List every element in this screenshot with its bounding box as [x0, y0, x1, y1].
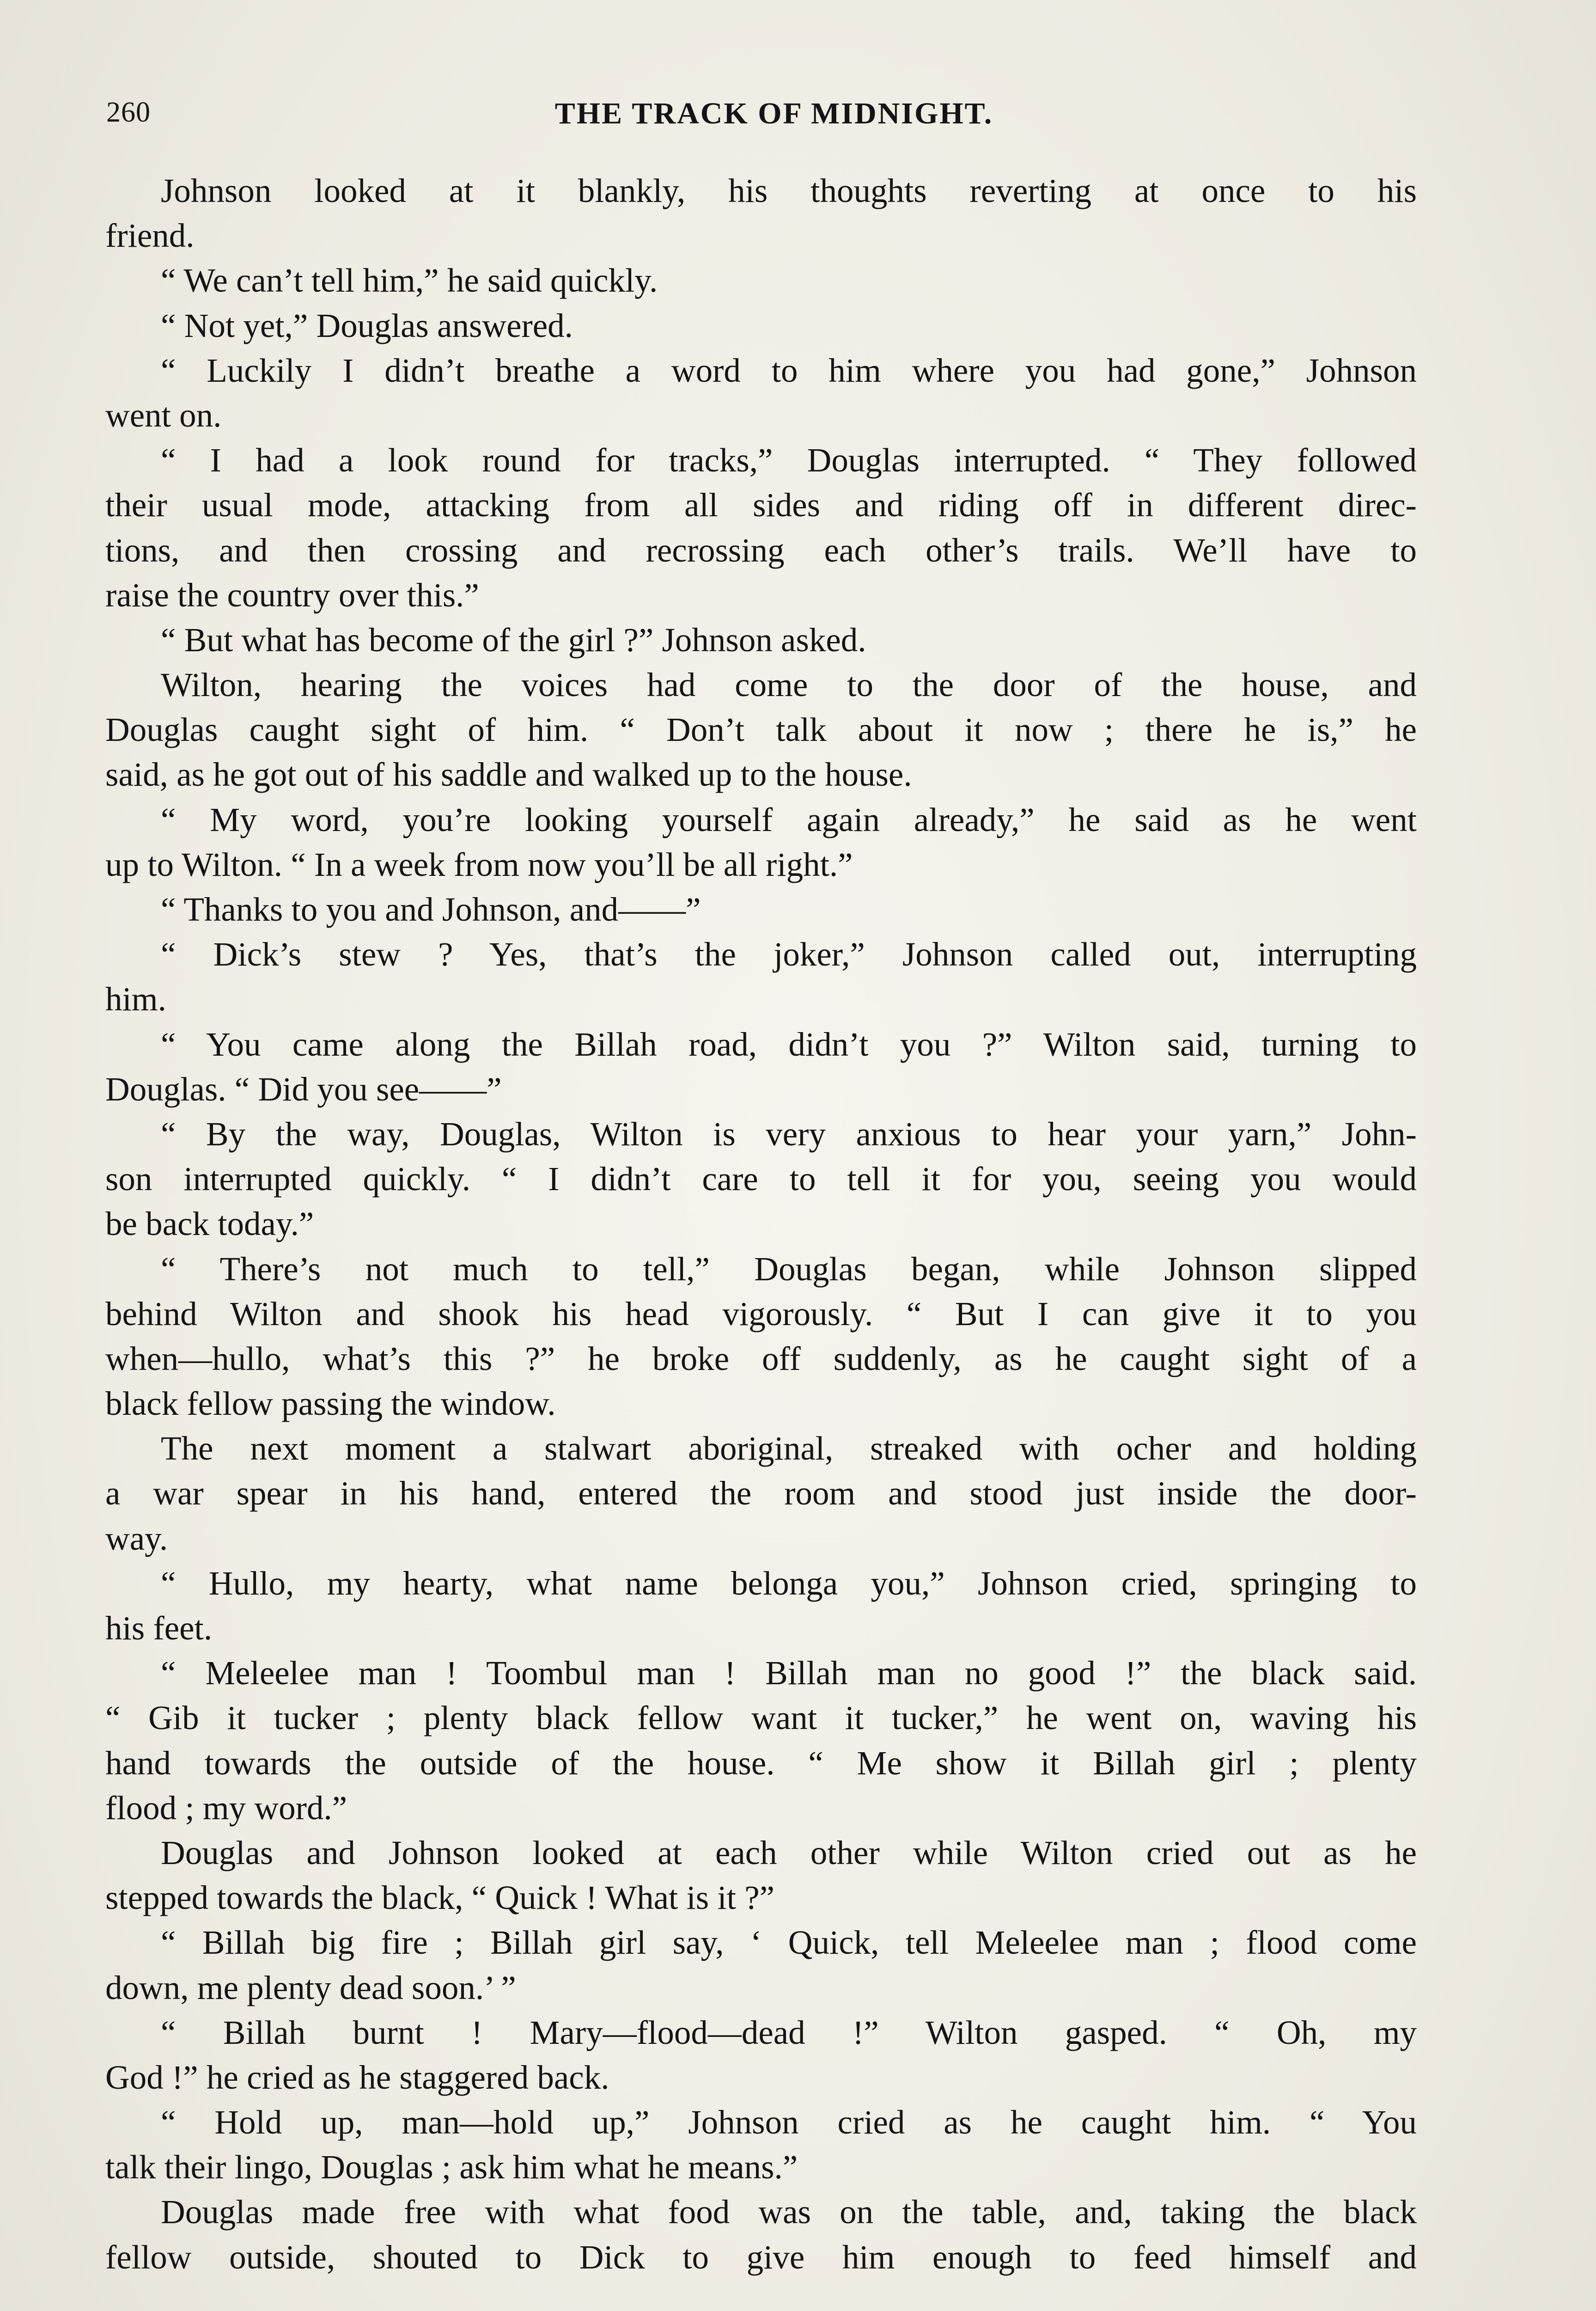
text-line: talk their lingo, Douglas ; ask him what he means.” — [105, 2148, 798, 2186]
text-line: flood ; my word.” — [105, 1789, 347, 1827]
text-line: went on. — [105, 396, 222, 434]
text-line: “ By the way, Douglas, Wilton is very anxious to hear your yarn,” John- — [161, 1115, 1417, 1153]
text-line: said, as he got out of his saddle and walked up to the house. — [105, 756, 912, 794]
text-line: “ Billah big fire ; Billah girl say, ‘ Quick, tell Meleelee man ; flood come — [161, 1924, 1417, 1962]
text-line: up to Wilton. “ In a week from now you’ll be all right.” — [105, 845, 853, 883]
text-line: “ Meleelee man ! Toombul man ! Billah man no good !” the black said. — [161, 1654, 1417, 1692]
text-line: behind Wilton and shook his head vigorously. “ But I can give it to you — [105, 1295, 1417, 1333]
text-line: Johnson looked at it blankly, his thoughts reverting at once to his — [161, 172, 1417, 209]
text-line: Douglas. “ Did you see——” — [105, 1070, 502, 1108]
text-line: “ We can’t tell him,” he said quickly. — [161, 262, 658, 300]
text-line: “ But what has become of the girl ?” Johnson asked. — [161, 621, 866, 659]
text-line: The next moment a stalwart aboriginal, streaked with ocher and holding — [161, 1430, 1417, 1467]
text-line: tions, and then crossing and recrossing each other’s trails. We’ll have to — [105, 531, 1417, 569]
text-line: raise the country over this.” — [105, 576, 479, 614]
text-line: him. — [105, 980, 166, 1018]
text-line: Douglas and Johnson looked at each other while Wilton cried out as he — [161, 1834, 1417, 1871]
text-line: stepped towards the black, “ Quick ! What is it ?” — [105, 1879, 775, 1917]
running-head: THE TRACK OF MIDNIGHT. — [554, 97, 993, 130]
text-line: “ Hold up, man—hold up,” Johnson cried as he caught him. “ You — [161, 2103, 1417, 2141]
text-line: Wilton, hearing the voices had come to the door of the house, and — [161, 666, 1417, 704]
page-header — [106, 96, 1442, 138]
text-line: their usual mode, attacking from all sides and riding off in different direc- — [105, 486, 1417, 524]
text-line: his feet. — [105, 1609, 213, 1647]
text-line: “ Gib it tucker ; plenty black fellow want it tucker,” he went on, waving his — [105, 1699, 1417, 1737]
text-line: down, me plenty dead soon.’ ” — [105, 1969, 516, 2006]
text-line: son interrupted quickly. “ I didn’t care to tell it for you, seeing you would — [105, 1160, 1417, 1198]
text-line: Douglas made free with what food was on the table, and, taking the black — [161, 2193, 1417, 2231]
text-line: black fellow passing the window. — [105, 1385, 556, 1423]
text-line: hand towards the outside of the house. “ Me show it Billah girl ; plenty — [105, 1744, 1417, 1782]
body-text — [105, 168, 1417, 2280]
text-line: friend. — [105, 217, 195, 255]
text-line: God !” he cried as he staggered back. — [105, 2058, 609, 2096]
text-line: a war spear in his hand, entered the room and stood just inside the door- — [105, 1474, 1417, 1512]
text-line: “ I had a look round for tracks,” Douglas interrupted. “ They followed — [161, 441, 1417, 479]
text-line: “ Hullo, my hearty, what name belonga you,” Johnson cried, springing to — [161, 1564, 1417, 1602]
text-line: Douglas caught sight of him. “ Don’t talk about it now ; there he is,” he — [105, 711, 1417, 749]
text-line: be back today.” — [105, 1205, 314, 1243]
text-line: “ Thanks to you and Johnson, and——” — [161, 891, 701, 928]
text-line: fellow outside, shouted to Dick to give him enough to feed himself and — [105, 2238, 1417, 2276]
text-line: “ There’s not much to tell,” Douglas began, while Johnson slipped — [161, 1250, 1417, 1288]
page-number: 260 — [106, 97, 151, 128]
text-line: “ Billah burnt ! Mary—flood—dead !” Wilton gasped. “ Oh, my — [161, 2013, 1417, 2051]
text-line: when—hullo, what’s this ?” he broke off suddenly, as he caught sight of a — [105, 1339, 1417, 1377]
text-line: “ Luckily I didn’t breathe a word to him where you had gone,” Johnson — [161, 351, 1417, 389]
text-line: way. — [105, 1519, 168, 1557]
text-line: “ My word, you’re looking yourself again already,” he said as he went — [161, 801, 1417, 838]
text-line: “ Dick’s stew ? Yes, that’s the joker,” Johnson called out, interrupting — [161, 935, 1417, 973]
text-line: “ Not yet,” Douglas answered. — [161, 306, 573, 344]
text-line: “ You came along the Billah road, didn’t you ?” Wilton said, turning to — [161, 1025, 1417, 1063]
